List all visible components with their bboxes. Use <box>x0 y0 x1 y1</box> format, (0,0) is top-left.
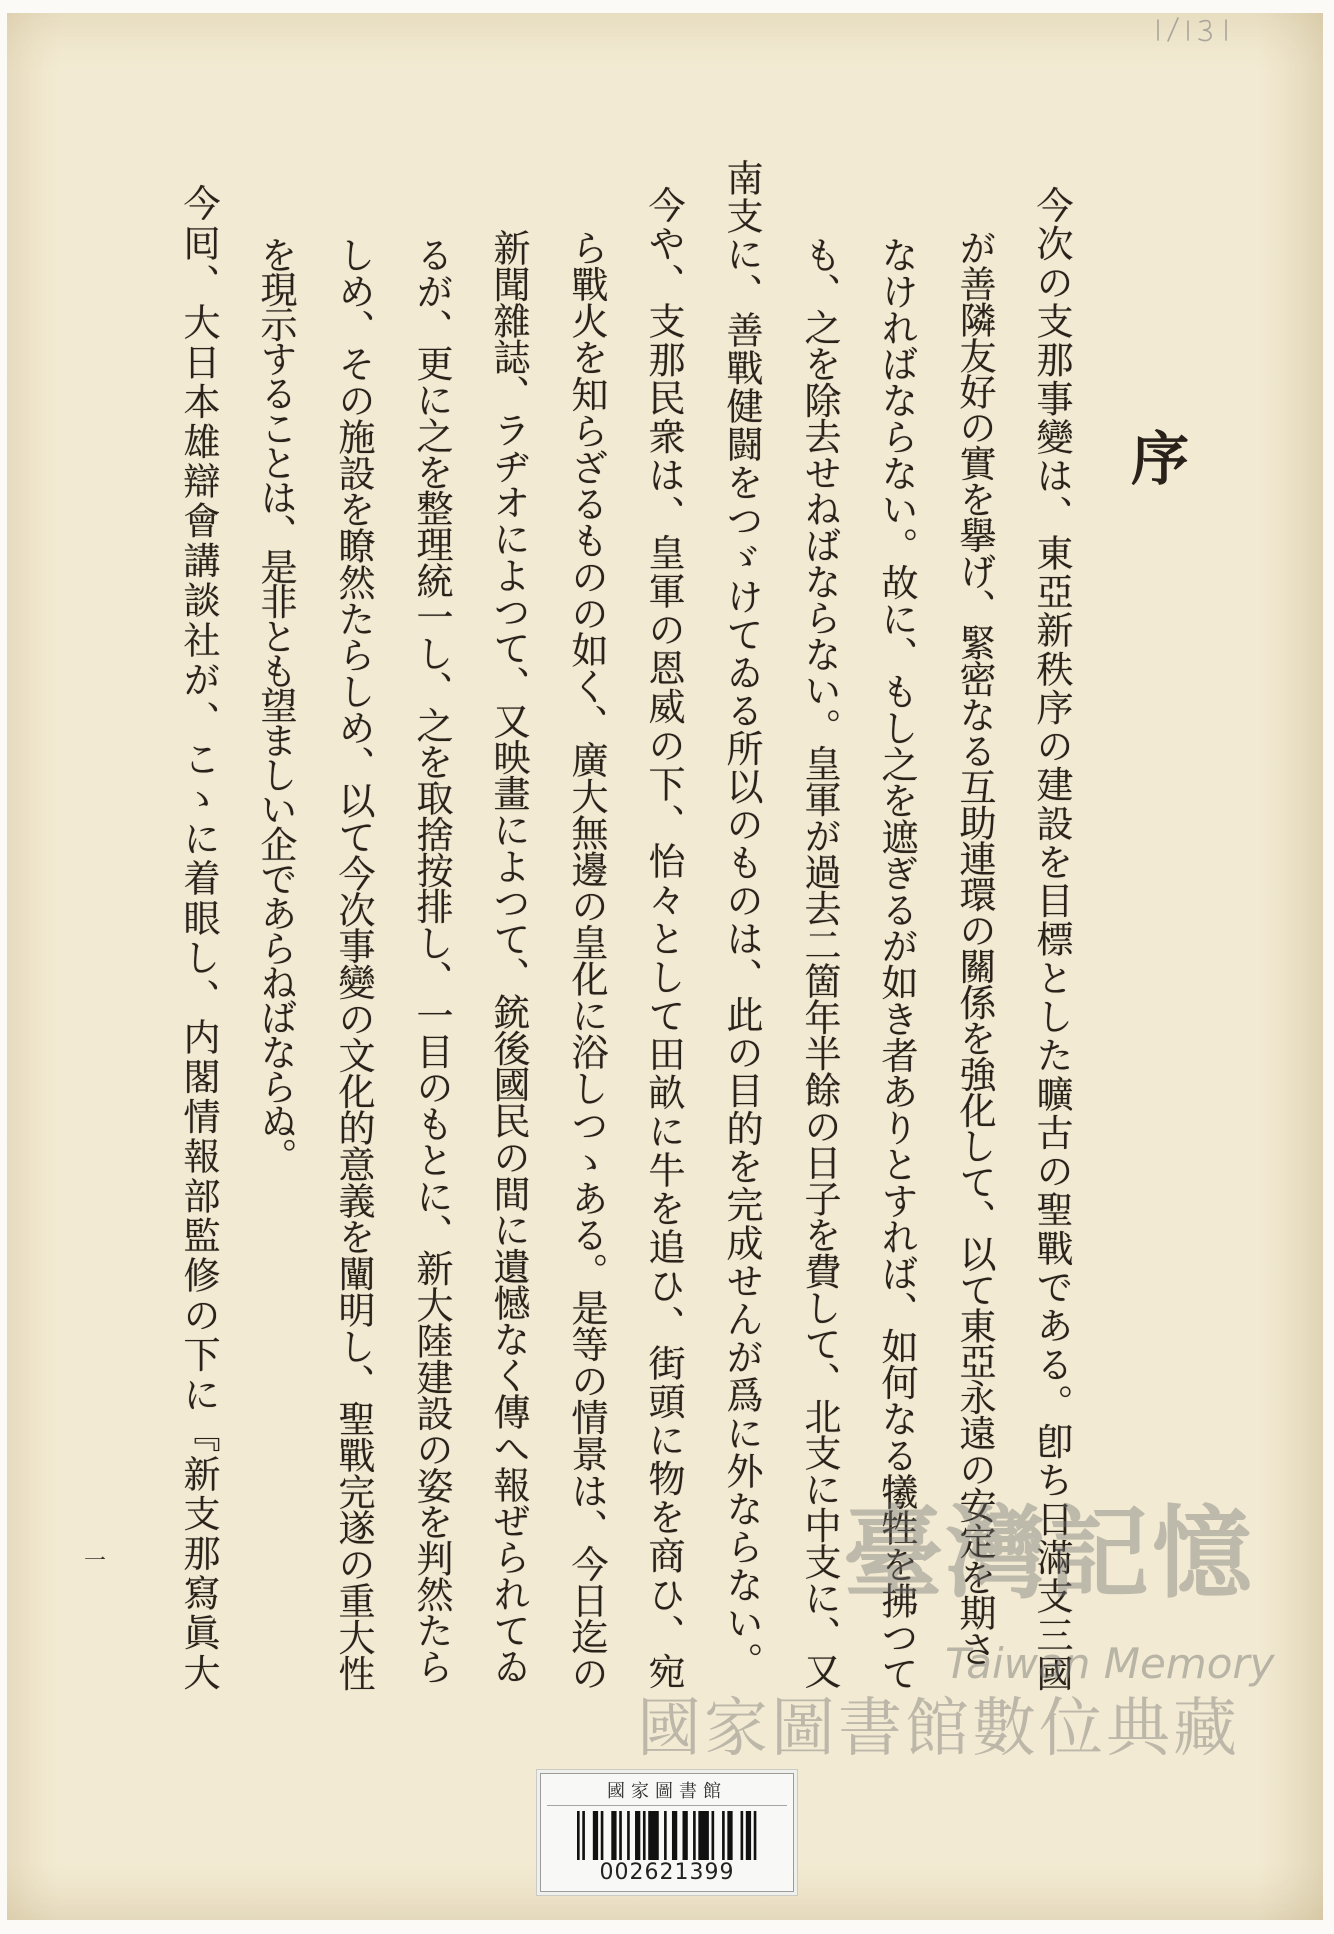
text-column-3-text: なければならない。故に、もし之を遮ぎるが如き者ありとすれば、如何なる犧牲を拂つて <box>875 236 918 1691</box>
text-column-4-text: も、之を除去せねばならない。皇軍が過去二箇年半餘の日子を費して、北支に中支に、又 <box>798 236 841 1689</box>
barcode-bar <box>672 1811 677 1860</box>
barcode-bar <box>635 1811 640 1860</box>
watermark-english: Taiwan Memory <box>945 1639 1275 1688</box>
text-column-7-text: ら戰火を知らざるものの如く、廣大無邊の皇化に浴しつゝある。是等の情景は、今日迄の <box>565 229 608 1692</box>
barcode-bar <box>648 1811 659 1860</box>
text-column-4 <box>798 236 841 1689</box>
barcode-bar <box>643 1811 646 1860</box>
barcode-bar <box>722 1811 725 1860</box>
text-column-5-text: 南支に、善戰健闘をつゞけてゐる所以のものは、此の目的を完成せんが爲に外ならない。 <box>720 159 763 1680</box>
section-title: 序 <box>1131 425 1190 493</box>
barcode-bar <box>712 1811 715 1860</box>
pencil-annotation <box>1150 14 1245 44</box>
watermark-logo: 臺灣記憶 <box>843 1494 1255 1612</box>
text-column-2-text: が善隣友好の實を擧げ、緊密なる互助連環の關係を強化して、以て東亞永遠の安定を期さ <box>953 229 996 1667</box>
barcode <box>577 1811 759 1860</box>
text-column-6 <box>642 186 685 1691</box>
barcode-number: 002621399 <box>599 1860 735 1885</box>
text-column-11 <box>254 236 297 1173</box>
text-column-8-text: 新聞雜誌、ラヂオによつて、又映畫によつて、銃後國民の間に遺憾なく傳へ報ぜられてゐ <box>487 229 530 1684</box>
page-number: 一 <box>84 1549 107 1574</box>
library-name: 國家圖書館 <box>547 1779 787 1806</box>
text-column-11-text: を現示することは、是非とも望ましい企であらねばならぬ。 <box>254 236 297 1173</box>
barcode-bar <box>619 1811 622 1860</box>
text-column-2 <box>953 229 996 1667</box>
barcode-bar <box>741 1811 744 1860</box>
barcode-bar <box>754 1811 757 1860</box>
barcode-bar <box>683 1811 688 1860</box>
barcode-bar <box>601 1811 604 1860</box>
barcode-bar <box>577 1811 580 1860</box>
barcode-bar <box>693 1811 696 1860</box>
barcode-bar <box>627 1811 630 1860</box>
barcode-bar <box>593 1811 598 1860</box>
text-column-1 <box>1030 186 1073 1693</box>
text-column-8 <box>487 229 530 1684</box>
text-column-12-text: 今囘、大日本雄辯會講談社が、こゝに着眼し、内閣情報部監修の下に『新支那寫眞大 <box>177 184 220 1694</box>
watermark-institution: 國家圖書館數位典藏 <box>637 1692 1240 1766</box>
text-column-10 <box>332 236 375 1691</box>
text-column-12 <box>177 184 220 1694</box>
text-column-10-text: しめ、その施設を瞭然たらしめ、以て今次事變の文化的意義を闡明し、聖戰完遂の重大性 <box>332 236 375 1691</box>
text-column-7 <box>565 229 608 1692</box>
barcode-bar <box>664 1811 667 1860</box>
text-column-9-text: るが、更に之を整理統一し、之を取捨按排し、一目のもとに、新大陸建設の姿を判然たら <box>410 236 453 1685</box>
text-column-9 <box>410 236 453 1685</box>
barcode-bar <box>582 1811 585 1860</box>
barcode-bar <box>698 1811 709 1860</box>
text-column-5 <box>720 159 763 1680</box>
library-barcode-label <box>540 1773 794 1892</box>
barcode-bar <box>746 1811 751 1860</box>
text-column-3 <box>875 236 918 1691</box>
barcode-bar <box>611 1811 616 1860</box>
text-column-1-text: 今次の支那事變は、東亞新秩序の建設を目標とした曠古の聖戰である。卽ち日滿支三國 <box>1030 186 1073 1693</box>
barcode-bar <box>727 1811 732 1860</box>
text-column-6-text: 今や、支那民衆は、皇軍の恩威の下、怡々として田畝に牛を追ひ、街頭に物を商ひ、宛 <box>642 186 685 1691</box>
